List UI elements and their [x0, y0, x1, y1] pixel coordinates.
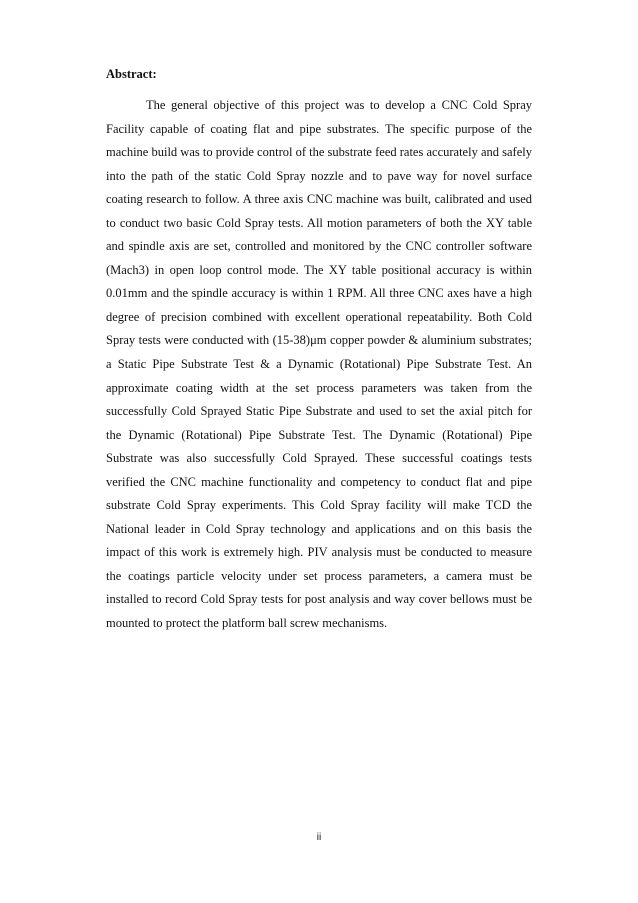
abstract-text: The general objective of this project was to develop a CNC Cold Spray Facility capable of coating flat and pipe substrates. The specific purpose of the machine build was to provide control of the substrate feed rates accurately and safely into the path of the static Cold Spray nozzle and to pave way for novel surface coating research to follow. A three axis CNC machine was built, calibrated and used to conduct two basic Cold Spray tests. All motion parameters of both the XY table and spindle axis are set, controlled and monitored by the CNC controller software (Mach3) in open loop control mode. The XY table positional accuracy is within 0.01mm and the spindle accuracy is within 1 RPM. All three CNC axes have a high degree of precision combined with excellent operational repeatability. Both Cold Spray tests were conducted with (15-38)μm copper powder & aluminium substrates; a Static Pipe Substrate Test & a Dynamic (Rotational) Pipe Substrate Test. An approximate coating width at the set process parameters was taken from the successfully Cold Sprayed Static Pipe Substrate and used to set the axial pitch for the Dynamic (Rotational) Pipe Substrate Test. The Dynamic (Rotational) Pipe Substrate was also successfully Cold Sprayed. These successful coatings tests verified the CNC machine functionality and competency to conduct flat and pipe substrate Cold Spray experiments. This Cold Spray facility will make TCD the National leader in Cold Spray technology and applications and on this basis the impact of this work is extremely high. PIV analysis must be conducted to measure the coatings particle velocity under set process parameters, a camera must be installed to record Cold Spray tests for post analysis and way cover bellows must be mounted to protect the platform ball screw mechanisms.	[106, 98, 532, 631]
abstract-paragraph	[106, 94, 532, 636]
page-number: ii	[316, 832, 322, 843]
abstract-heading: Abstract:	[106, 67, 157, 81]
